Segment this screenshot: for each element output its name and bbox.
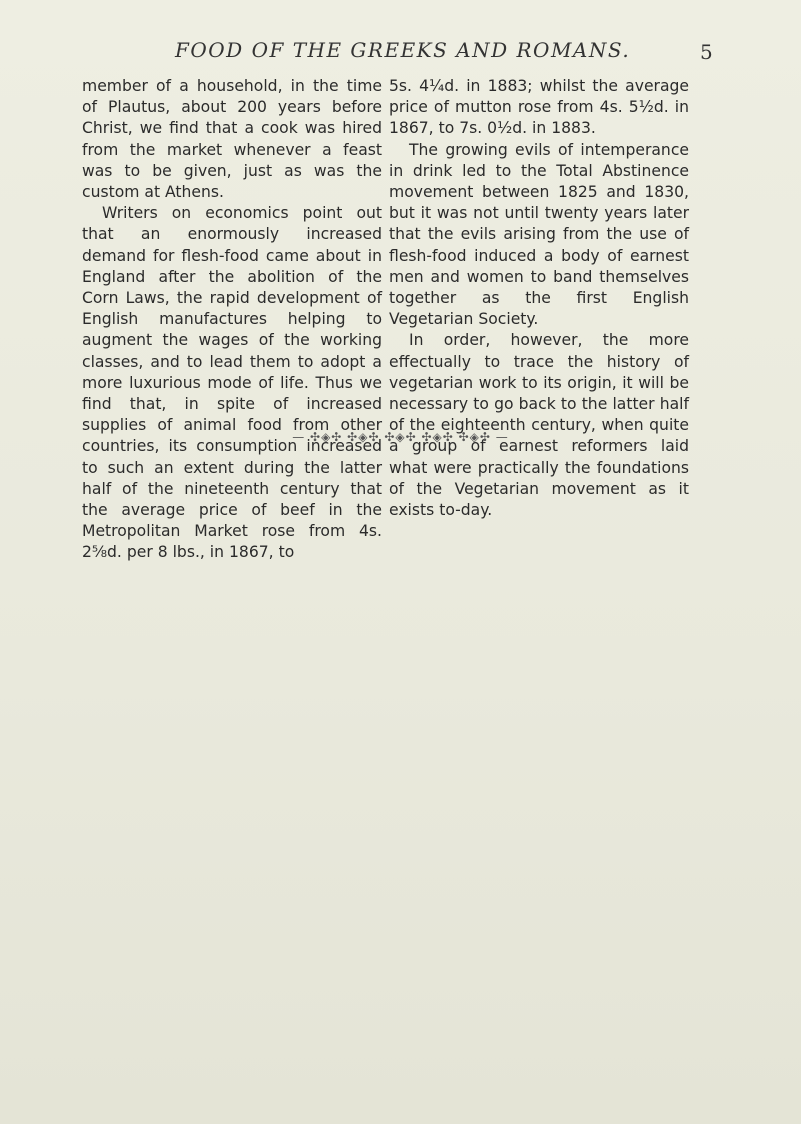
right-column [389, 76, 689, 521]
page-number: 5 [700, 40, 713, 64]
running-title: FOOD OF THE GREEKS AND ROMANS. [175, 38, 631, 62]
section-ornament: — ✣◈✣ ✣◈✣ ✣◈✣ ✣◈✣ ✣◈✣ — [292, 430, 509, 444]
paragraph: member of a household, in the time of Plautus, about 200 years before Christ, we find that a cook was hired from the market whenever a feast was to be given, just as was the custom at Athens. [82, 77, 382, 202]
paragraph: In order, however, the more effectually to trace the history of vegetarian work to its origin, it will be necessary to go back to the latter half of the eighteenth century, when quite a group of earnest reformers laid what were practically the foundations of the Vegetarian movement as it exists to-day. [389, 331, 689, 520]
paragraph: 5s. 4¼d. in 1883; whilst the average price of mutton rose from 4s. 5½d. in 1867, to 7s. 0½d. in 1883. [389, 77, 689, 138]
left-column [82, 76, 382, 564]
paragraph: Writers on economics point out that an enormously increased demand for flesh-food came about in England after the abolition of the Corn Laws, the rapid development of English manufactures helping to augment the wages of the working classes, and to lead them to adopt a more luxurious mode of life. Thus we find that, in spite of increased supplies of animal food from other countries, its consumption increased to such an extent during the latter half of the nineteenth century that the average price of beef in the Metropolitan Market rose from 4s. 2⅝d. per 8 lbs., in 1867, to [82, 204, 382, 562]
running-head [0, 38, 801, 68]
paragraph: The growing evils of intemperance in drink led to the Total Abstinence movement between 1825 and 1830, but it was not until twenty years later that the evils arising from the use of flesh-food induced a body of earnest men and women to band themselves together as the first English Vegetarian Society. [389, 140, 689, 329]
